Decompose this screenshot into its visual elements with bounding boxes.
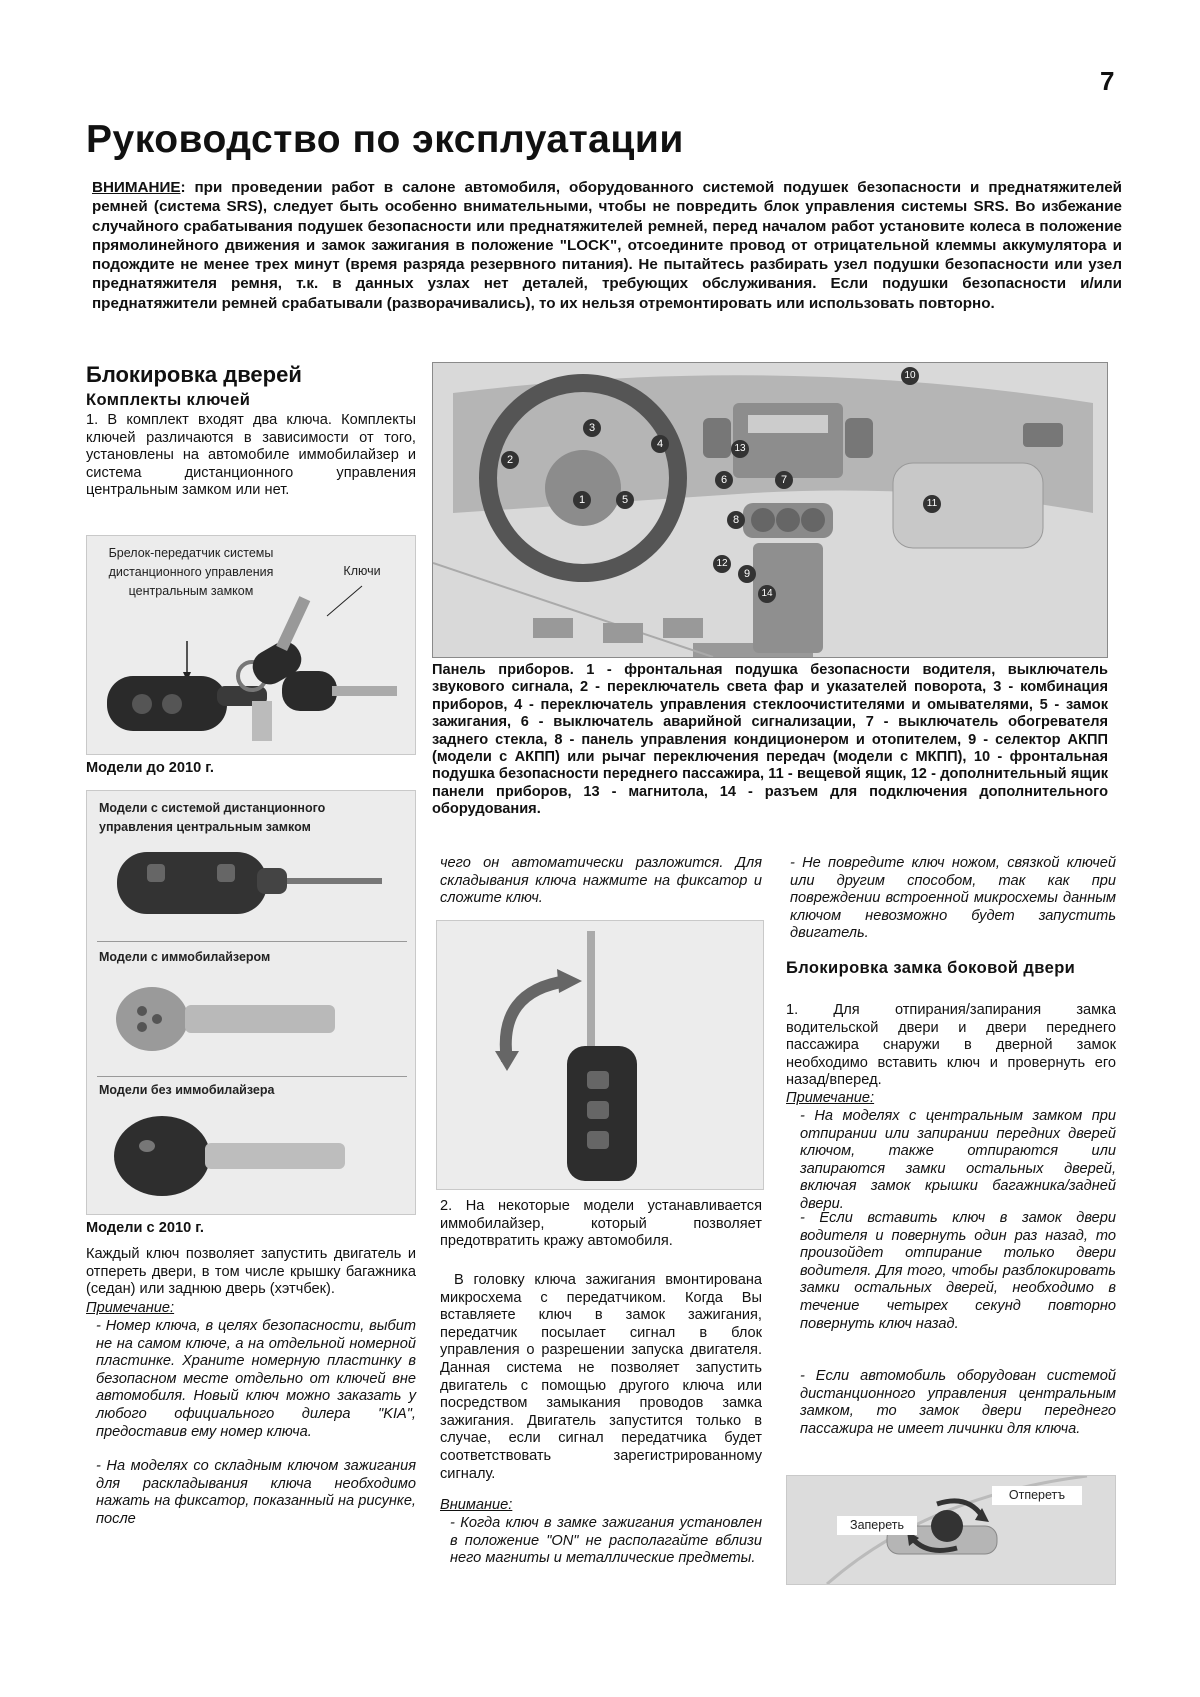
callout-8: 8 — [727, 511, 745, 529]
section-title-side-door: Блокировка замка боковой двери — [786, 959, 1076, 977]
callout-1: 1 — [573, 491, 591, 509]
right-continuation: - Не повредите ключ ножом, связкой ключей или другим способом, так как при повреждении встроенной микросхемы данным ключом невозможно будет запустить двигатель. — [790, 855, 1116, 942]
plain-key-illustration — [107, 1111, 387, 1201]
attention-title: Внимание: — [440, 1497, 513, 1513]
page-title: Руководство по эксплуатации — [86, 118, 684, 161]
note-central-lock: - На моделях с центральным замком при отпирании или запирании передних дверей ключом, также отпираются или запираются замки остальных дверей, включая замок крышки багажника/задней двери. — [800, 1108, 1116, 1212]
subsection-title-keys: Комплекты ключей — [86, 391, 251, 409]
dashboard-caption: Панель приборов. 1 - фронтальная подушка безопасности водителя, выключатель звукового сигнала, 2 - переключатель света фар и указателей поворота, 3 - комбинация приборов, 4 - переключатель управления стеклоочистителями и омывателями, 5 - замок зажигания, 6 - выключатель аварийной сигнализации, 7 - выключатель обогревателя заднего стекла, 8 - панель управления кондиционером и отопителем, 9 - селектор АКПП (модели с АКПП) или рычаг переключения передач (модели с МКПП), 10 - фронтальная подушка безопасности переднего пассажира, 11 - вещевой ящик, 12 - дополнительный ящик панели приборов, 13 - магнитола, 14 - разъем для подключения дополнительного оборудования. — [432, 662, 1108, 818]
figure-keys-2010 — [86, 790, 416, 1215]
immobilizer-key-illustration — [107, 981, 387, 1061]
label-keys: Ключи — [343, 564, 381, 578]
callout-7: 7 — [775, 471, 793, 489]
note-remote-passenger: - Если автомобиль оборудован системой дистанционного управления центральным замком, то замок двери переднего пассажира не имеет личинки для ключа. — [800, 1368, 1116, 1437]
callout-5: 5 — [616, 491, 634, 509]
note-flip-key: - На моделях со складным ключом зажигания для раскладывания ключа необходимо нажать на фиксатор, показанный на рисунке, после — [96, 1458, 416, 1527]
flip-key-illustration — [107, 846, 387, 926]
callout-3: 3 — [583, 419, 601, 437]
figure-door-lock — [786, 1475, 1116, 1585]
callout-11: 11 — [923, 495, 941, 513]
callout-4: 4 — [651, 435, 669, 453]
srs-warning — [92, 178, 1122, 313]
warning-text: : при проведении работ в салоне автомобиля, оборудованного системой подушек безопасности и преднатяжителей ремней (система SRS), следует быть особенно внимательными, чтобы не повредить блок управления системы SRS. Во избежание случайного срабатывания подушек безопасности или преднатяжителей ремней, перед началом работ установите колеса в положение прямолинейного движения и замок зажигания в положение "LOCK", отсоедините провод от отрицательной клеммы аккумулятора и подождите не менее трех минут (время разряда резервного питания). Не пытайтесь разбирать узел подушки безопасности или узел преднатяжителя ремня, т.к. в данных узлах нет деталей, требующих обслуживания. Если подушки безопасности и/или преднатяжители ремней срабатывали (разворачивались), то их нельзя отремонтировать или использовать повторно. — [92, 179, 1122, 312]
attention-text: - Когда ключ в замке зажигания установлен в положение "ON" не располагайте вблизи него магниты и металлические предметы. — [450, 1515, 762, 1567]
label-immobilizer-models: Модели с иммобилайзером — [99, 950, 271, 964]
label-fob: Брелок-передатчик системы дистанционного управления центральным замком — [108, 546, 274, 598]
label-lock: Запереть — [837, 1516, 917, 1535]
flip-key-fold-illustration — [437, 921, 763, 1189]
label-unlock: Отперетъ — [992, 1486, 1082, 1505]
note-title-left: Примечание: — [86, 1300, 175, 1316]
figure-caption-pre-2010: Модели до 2010 г. — [86, 760, 214, 776]
note-key-number: - Номер ключа, в целях безопасности, выбит не на самом ключе, а на отдельной номерной пластинке. Храните номерную пластинку в безопасном месте отдельно от ключей вне автомобиля. Новый ключ можно заказать у любого официального дилера "KIA", предоставив ему номер ключа. — [96, 1318, 416, 1440]
label-remote-models: Модели с системой дистанционного управления центральным замком — [99, 801, 326, 834]
callout-13: 13 — [731, 440, 749, 458]
note-driver-door: - Если вставить ключ в замок двери водителя и повернуть один раз назад, то произойдет отпирание только двери водителя. Для того, чтобы разблокировать замки остальных дверей, необходимо в течение четырех секунд повторно повернуть ключ назад. — [800, 1210, 1116, 1332]
keys-illustration — [87, 536, 417, 756]
note-title-right: Примечание: — [786, 1090, 875, 1106]
keys-paragraph-2: Каждый ключ позволяет запустить двигатель и отпереть двери, в том числе крышку багажника (седан) или заднюю дверь (хэтчбек). — [86, 1246, 416, 1298]
callout-10: 10 — [901, 367, 919, 385]
label-no-immobilizer-models: Модели без иммобилайзера — [99, 1083, 275, 1097]
callout-12: 12 — [713, 555, 731, 573]
side-door-paragraph: 1. Для отпирания/запирания замка водительской двери и двери переднего пассажира снаружи в дверной замок необходимо вставить ключ и провернуть его назад/вперед. — [786, 1002, 1116, 1089]
flip-key-continuation: чего он автоматически разложится. Для складывания ключа нажмите на фиксатор и сложите ключ. — [440, 855, 762, 907]
immobilizer-paragraph: 2. На некоторые модели устанавливается иммобилайзер, который позволяет предотвратить кражу автомобиля. — [440, 1198, 762, 1250]
callout-2: 2 — [501, 451, 519, 469]
callout-9: 9 — [738, 565, 756, 583]
figure-caption-2010: Модели с 2010 г. — [86, 1220, 204, 1236]
figure-keys-pre-2010 — [86, 535, 416, 755]
page-number: 7 — [1100, 66, 1115, 96]
immobilizer-explanation: В головку ключа зажигания вмонтирована микросхема с передатчиком. Когда Вы вставляете ключ в замок зажигания, передатчик посылает сигнал в блок управления о разрешении запуска двигателя. Данная система не позволяет запустить двигатель с помощью другого ключа или посредством замыкания проводов замка зажигания. Двигатель запустится только в случае, если сигнал передатчика будет соответствовать зарегистрированному сигналу. — [440, 1272, 762, 1482]
section-title-door-lock: Блокировка дверей — [86, 362, 302, 387]
figure-flip-key-fold — [436, 920, 764, 1190]
warning-lead: ВНИМАНИЕ — [92, 179, 181, 196]
divider — [97, 1076, 407, 1077]
dashboard-illustration — [433, 363, 1107, 657]
callout-14: 14 — [758, 585, 776, 603]
callout-6: 6 — [715, 471, 733, 489]
divider — [97, 941, 407, 942]
dashboard-figure — [432, 362, 1108, 658]
keys-paragraph-1: 1. В комплект входят два ключа. Комплекты ключей различаются в зависимости от того, установлены на автомобиле иммобилайзер и система дистанционного управления центральным замком или нет. — [86, 412, 416, 499]
